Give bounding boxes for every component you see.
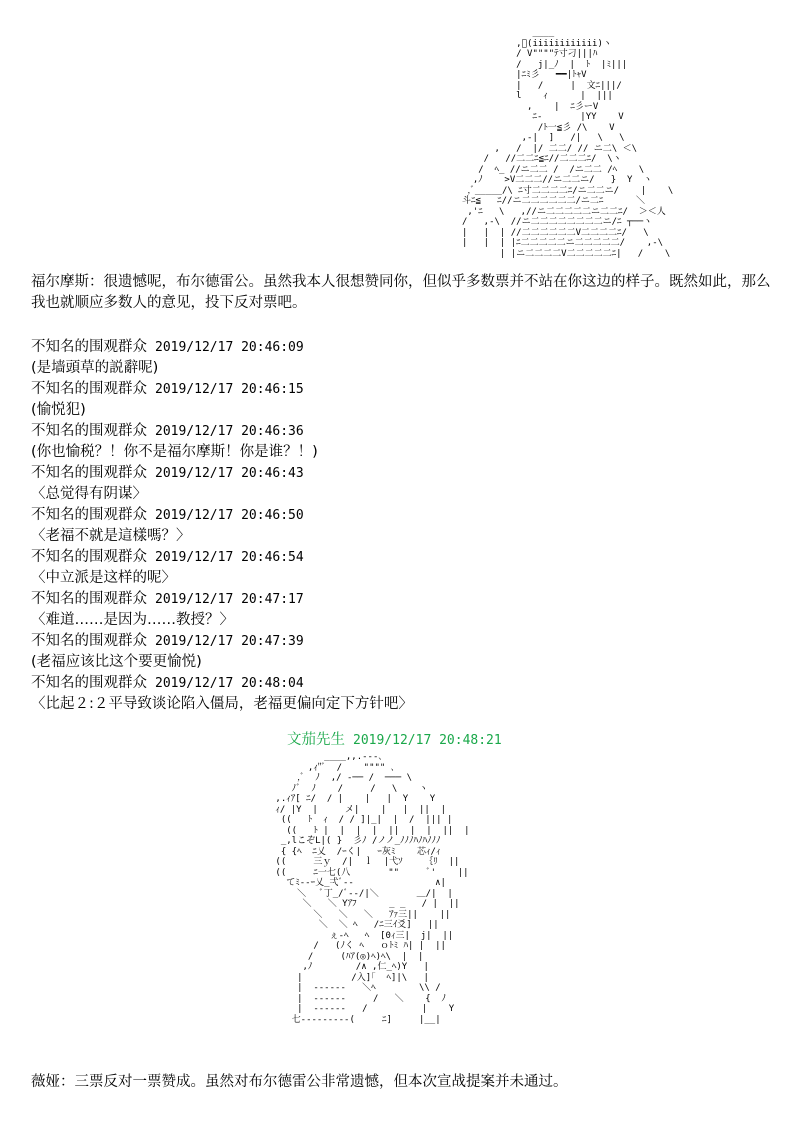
comment-header [31, 631, 304, 652]
comment-timestamp: 2019/12/17 20:46:50 [155, 508, 304, 523]
comment-timestamp: 2019/12/17 20:46:09 [155, 340, 304, 355]
comment-text: (老福应该比这个要更愉悦) [31, 654, 202, 670]
comment-text: 〈老福不就是這樣嗎？〉 [31, 528, 191, 544]
commenter-name: 不知名的围观群众 [31, 591, 147, 607]
commenter-name: 不知名的围观群众 [31, 675, 147, 691]
narration-vivian: 薇娅：三票反对一票赞成。虽然对布尔德雷公非常遗憾，但本次宣战提案并未通过。 [31, 1074, 568, 1090]
comment-header [31, 463, 304, 484]
comment-text: 〈难道……是因为……教授？〉 [31, 612, 234, 628]
author-name: 文茄先生 [287, 732, 345, 748]
commenter-name: 不知名的围观群众 [31, 423, 147, 439]
comment-text: 〈总觉得有阴谋〉 [31, 486, 147, 502]
commenter-name: 不知名的围观群众 [31, 381, 147, 397]
comment-header [31, 547, 304, 568]
author-timestamp: 2019/12/17 20:48:21 [353, 733, 502, 748]
comment-text: 〈比起２:２平导致谈论陷入僵局，老福更偏向定下方针吧〉 [31, 696, 413, 712]
commenter-name: 不知名的围观群众 [31, 465, 147, 481]
comment-header [31, 421, 304, 442]
comment-header [31, 505, 304, 526]
comment-text: 〈中立派是这样的呢〉 [31, 570, 176, 586]
comment-text: (是墙頭草的説辭呢) [31, 360, 159, 376]
comment-header [31, 589, 304, 610]
comment-timestamp: 2019/12/17 20:46:54 [155, 550, 304, 565]
commenter-name: 不知名的围观群众 [31, 633, 147, 649]
comment-timestamp: 2019/12/17 20:47:17 [155, 592, 304, 607]
comment-timestamp: 2019/12/17 20:46:36 [155, 424, 304, 439]
comment-timestamp: 2019/12/17 20:46:43 [155, 466, 304, 481]
ascii-art-holmes: ____ ,ﾞ(iiiiiiiiiiii)ヽ / V""""ﾃ寸刁|||ﾊ / j|_ﾉ | ﾄ |ﾐ||| |ﾆﾐ彡 ━━|ﾄｬV | / | 文ﾆ|||/ l ｨ | ||| , | ﾆ彡ーV ﾆ- |YY V /ﾄ一≦彡 /\ V ,-| ] /| \ \ , / |/ 二二/ // ニ二\ ＜\ / //二二ﾆ≦ﾆ//二二二ﾆ/ \ヽ / ﾍ_ //ニ二二 / /ニ二二 /ﾍ \ ,ﾉ >V二二二//ニ二二ニ/ } Y ヽ ,ﾞ_____/\ ﾆ寸二二二二ﾆ/ニ二二ニ/ | \ 斗ﾆ≦ ﾆ//ニ二二二二二二/ニ二ﾆ ＼ ,'ﾆ \ ,//ニ二二二二二ニ二二ﾆ/ ＞＜人 / ,-\ //ニ二二二二二二二二ニ/ﾆ ┬──ヽ | | | //二二二二二二V二二二二ﾆ/ \ | | | |ﾆ二二二二二ニ二二二二二/ ,-\ | |ニ二二二二V二二二二二ﾆ| / \ [462, 28, 674, 259]
comment-text: (你也愉税？！你不是福尔摩斯！你是谁？！) [31, 444, 318, 460]
comment-timestamp: 2019/12/17 20:47:39 [155, 634, 304, 649]
comment-text: (愉悦犯) [31, 402, 86, 418]
ascii-art-vivian: ____,,.-‐‐､ ,ｨ"ﾞ / """" ､ ,ﾞ ﾉ ,/ ‐── / ─── \ ﾉﾞ ﾉ / / \ ヽ ,.ｨｱ[ ﾆ/ / | | | Y Y ｨ/ |Y | メ| | | || | (( ﾄ ｨ / / ]|_| | / ||| | (( ﾄ | | | | || | | || | _,lこぞL|( } 彡ﾉ /ノノ_ﾉﾉﾉﾊﾉﾊﾉﾉﾉ { {ﾍ ﾆ乂 /ｰく| ｰ灰ﾐ 芯ｨ/ｨ (( 三ｙ /| ｌ |弋ｿ ｛ﾘ || (( ﾆ一七(八 "" ﾞ' || てﾐ--ｰ乂_弌ﾞ‐‐ ∧| ＼ ﾞ丁_/ﾞ‐‐/|＼ ＿/| | ＼ ＼ Yｱﾌ _ _ / | || ＼ ＼ ＼ ｱｧ三|| || ＼ ＼ ﾍ /ﾆ三ｲ爻] || ぇ‐ﾍ ﾍ [0ｨ三| j| || / (ﾉく ﾍ ｏﾄﾐ ﾊ| | || / (ﾊｱ(◎)ﾍ)ﾍ\ | | ,ﾉ /∧ ,仁_ﾍ)Y | | /入]｢ ﾍ]|\ | | ------ ＼ﾍ \\ / | ------ / ＼ { ﾉ | ------ / | Y 七---------( ﾆ] |__| [275, 752, 470, 1025]
comment-timestamp: 2019/12/17 20:46:15 [155, 382, 304, 397]
comment-timestamp: 2019/12/17 20:48:04 [155, 676, 304, 691]
comment-header [31, 379, 304, 400]
comment-header [31, 337, 304, 358]
commenter-name: 不知名的围观群众 [31, 339, 147, 355]
narration-holmes: 福尔摩斯：很遗憾呢，布尔德雷公。虽然我本人很想赞同你，但似乎多数票并不站在你这边的样子。既然如此，那么我也就顺应多数人的意见，投下反对票吧。 [31, 274, 771, 311]
author-header [287, 730, 502, 751]
commenter-name: 不知名的围观群众 [31, 549, 147, 565]
comment-header [31, 673, 304, 694]
commenter-name: 不知名的围观群众 [31, 507, 147, 523]
